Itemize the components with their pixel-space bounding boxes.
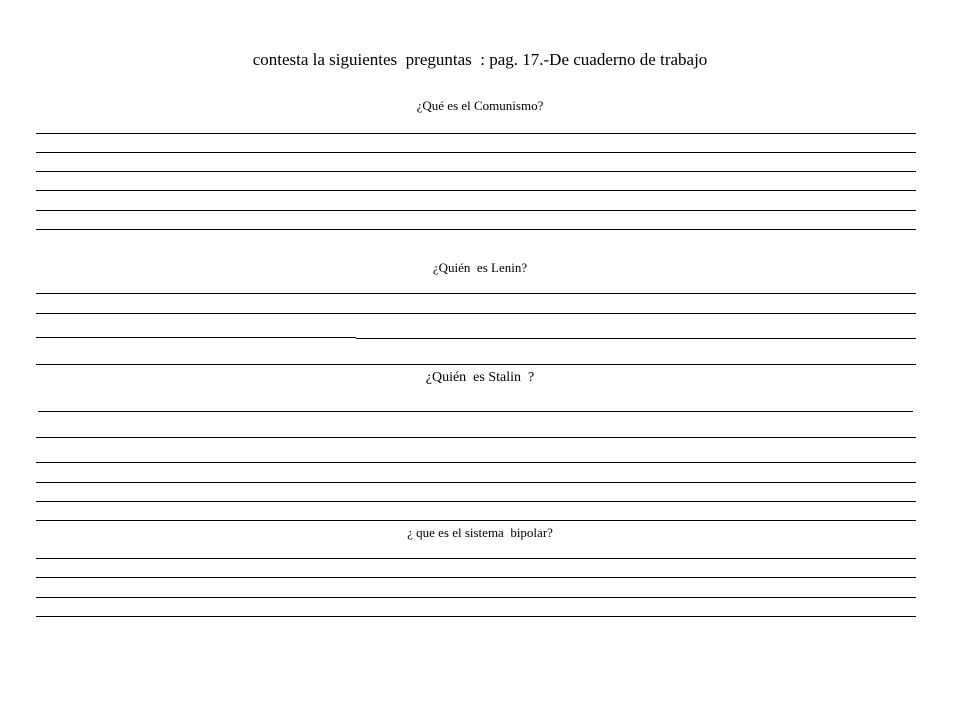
answer-line[interactable]	[36, 597, 916, 598]
answer-line[interactable]	[36, 616, 916, 617]
question-3: ¿Quién es Stalin ?	[425, 370, 535, 385]
answer-line[interactable]	[356, 338, 916, 339]
answer-line[interactable]	[36, 171, 916, 172]
answer-line[interactable]	[36, 229, 916, 230]
answer-line[interactable]	[36, 558, 916, 559]
answer-line[interactable]	[36, 313, 916, 314]
answer-line[interactable]	[38, 411, 913, 412]
question-4: ¿ que es el sistema bipolar?	[407, 525, 553, 540]
answer-line[interactable]	[36, 152, 916, 153]
answer-line[interactable]	[36, 210, 916, 211]
answer-line[interactable]	[36, 520, 916, 521]
answer-line[interactable]	[36, 462, 916, 463]
question-1: ¿Qué es el Comunismo?	[416, 98, 544, 113]
answer-line[interactable]	[36, 437, 916, 438]
answer-line[interactable]	[36, 577, 916, 578]
answer-line[interactable]	[36, 482, 916, 483]
answer-line[interactable]	[36, 501, 916, 502]
answer-line[interactable]	[36, 133, 916, 134]
answer-line[interactable]	[36, 337, 356, 338]
question-2: ¿Quién es Lenin?	[432, 260, 528, 275]
answer-line[interactable]	[36, 364, 916, 365]
answer-line[interactable]	[36, 190, 916, 191]
answer-line[interactable]	[36, 293, 916, 294]
worksheet-title: contesta la siguientes preguntas : pag. 17.-De cuaderno de trabajo	[252, 50, 708, 69]
